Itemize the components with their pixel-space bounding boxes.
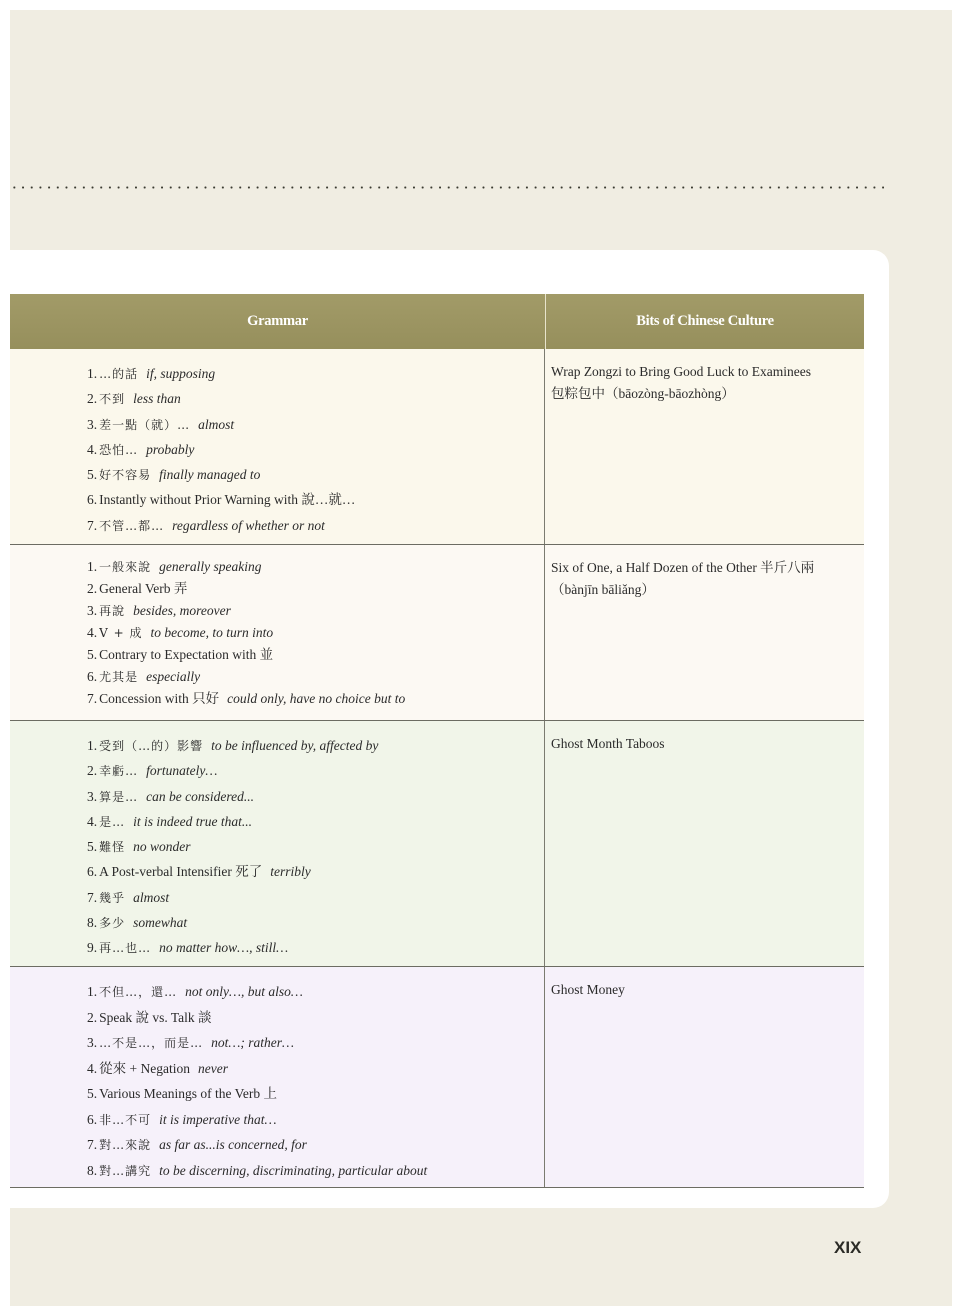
header-culture: Bits of Chinese Culture xyxy=(636,313,774,329)
grammar-item xyxy=(87,1132,544,1158)
grammar-item xyxy=(87,361,544,386)
item-number: 9. xyxy=(87,940,98,956)
item-number: 2. xyxy=(87,581,98,596)
item-number: 1. xyxy=(87,738,98,753)
grammar-item xyxy=(87,412,544,437)
grammar-item xyxy=(87,487,544,512)
item-meaning: less than xyxy=(133,391,181,407)
item-chinese: 再說 xyxy=(99,604,126,618)
grammar-item xyxy=(87,462,544,487)
item-title: Various Meanings of the Verb 上 xyxy=(99,1086,277,1101)
grammar-item xyxy=(87,1107,544,1133)
item-chinese: 尤其是 xyxy=(99,670,139,684)
grammar-item xyxy=(87,1081,544,1107)
item-number: 1. xyxy=(87,984,98,999)
item-chinese: 對…來說 xyxy=(99,1138,152,1152)
grammar-item xyxy=(87,733,544,758)
grammar-item xyxy=(87,758,544,783)
item-meaning: can be considered... xyxy=(146,788,254,804)
item-meaning: somewhat xyxy=(133,915,188,931)
item-title: A Post-verbal Intensifier 死了 xyxy=(99,864,263,880)
culture-text: （bànjīn bāliǎng） xyxy=(551,582,655,597)
item-number: 4. xyxy=(87,441,98,457)
item-number: 3. xyxy=(87,416,98,432)
item-number: 7. xyxy=(87,889,98,905)
item-meaning: fortunately… xyxy=(146,763,218,779)
item-meaning: to become, to turn into xyxy=(150,625,274,640)
culture-cell xyxy=(545,349,864,544)
item-meaning: not only…, but also… xyxy=(185,984,303,999)
item-title: Contrary to Expectation with 並 xyxy=(99,647,274,662)
item-number: 8. xyxy=(87,1162,98,1178)
item-number: 2. xyxy=(87,1009,98,1025)
item-chinese: 多少 xyxy=(99,916,126,931)
item-meaning: never xyxy=(197,1060,228,1076)
culture-text: Ghost Month Taboos xyxy=(551,736,665,751)
item-number: 6. xyxy=(87,669,98,684)
item-number: 5. xyxy=(87,647,98,662)
item-meaning: to be influenced by, affected by xyxy=(211,738,379,753)
item-number: 5. xyxy=(87,839,98,855)
grammar-item xyxy=(87,910,544,935)
table-row xyxy=(10,967,864,1188)
culture-text: Ghost Money xyxy=(551,982,625,997)
grammar-item xyxy=(87,666,544,688)
culture-cell xyxy=(545,721,864,966)
item-meaning: especially xyxy=(146,669,201,684)
item-chinese: …不是…，而是… xyxy=(99,1036,204,1050)
item-chinese: 再…也… xyxy=(99,941,152,956)
item-number: 5. xyxy=(87,1086,98,1101)
item-number: 2. xyxy=(87,763,98,779)
grammar-item xyxy=(87,688,544,710)
item-meaning: generally speaking xyxy=(159,559,262,574)
item-chinese: 差一點（就）… xyxy=(99,417,191,432)
item-number: 7. xyxy=(87,1137,98,1152)
item-chinese: 幾乎 xyxy=(99,890,126,905)
table-row xyxy=(10,545,864,721)
item-meaning: as far as...is concerned, for xyxy=(159,1137,307,1152)
table-row xyxy=(10,721,864,967)
item-title: Speak 說 vs. Talk 談 xyxy=(99,1009,212,1025)
item-title: 從來 + Negation xyxy=(99,1060,190,1076)
culture-text: 包粽包中（bāozòng-bāozhòng） xyxy=(551,386,735,401)
item-meaning: probably xyxy=(146,441,195,457)
item-number: 1. xyxy=(87,559,98,574)
grammar-item xyxy=(87,834,544,859)
item-number: 5. xyxy=(87,467,98,483)
item-chinese: …的話 xyxy=(99,367,139,381)
grammar-item xyxy=(87,935,544,960)
grammar-item xyxy=(87,979,544,1005)
item-meaning: no wonder xyxy=(133,839,191,855)
grammar-cell xyxy=(10,721,545,966)
culture-cell xyxy=(545,545,864,720)
item-meaning: it is imperative that… xyxy=(159,1111,277,1127)
table-header xyxy=(10,294,864,349)
item-number: 4. xyxy=(87,1060,98,1076)
item-meaning: could only, have no choice but to xyxy=(227,691,406,706)
grammar-cell xyxy=(10,349,545,544)
item-chinese: 恐怕… xyxy=(99,442,139,457)
grammar-item xyxy=(87,885,544,910)
grammar-item xyxy=(87,1030,544,1056)
grammar-item xyxy=(87,644,544,666)
item-number: 6. xyxy=(87,492,98,508)
grammar-item xyxy=(87,386,544,411)
table-row xyxy=(10,349,864,545)
item-number: 1. xyxy=(87,366,98,381)
item-meaning: to be discerning, discriminating, particular about xyxy=(159,1162,428,1178)
table-body xyxy=(10,349,864,1188)
item-chinese: 對…講究 xyxy=(99,1163,152,1178)
item-meaning: almost xyxy=(198,416,235,432)
item-chinese: 不但…，還… xyxy=(99,985,178,999)
item-meaning: not…; rather… xyxy=(211,1035,295,1050)
item-chinese: 難怪 xyxy=(99,840,126,855)
item-chinese: 非…不可 xyxy=(99,1112,152,1127)
culture-text: Six of One, a Half Dozen of the Other 半斤八兩 xyxy=(551,560,815,575)
culture-cell xyxy=(545,967,864,1187)
grammar-item xyxy=(87,1158,544,1184)
item-chinese: 是… xyxy=(99,814,126,829)
grammar-item xyxy=(87,859,544,884)
item-chinese: V + 成 xyxy=(99,626,143,640)
item-chinese: 受到（…的）影響 xyxy=(99,739,204,753)
item-title: Concession with 只好 xyxy=(99,691,220,706)
item-number: 7. xyxy=(87,517,98,533)
culture-text: Wrap Zongzi to Bring Good Luck to Examinees xyxy=(551,364,812,379)
item-chinese: 算是… xyxy=(99,789,139,804)
grammar-item xyxy=(87,513,544,538)
item-meaning: no matter how…, still… xyxy=(159,940,289,956)
item-meaning: if, supposing xyxy=(146,366,216,381)
item-meaning: finally managed to xyxy=(159,467,261,483)
item-meaning: it is indeed true that... xyxy=(133,813,253,829)
item-number: 7. xyxy=(87,691,98,706)
item-chinese: 一般來說 xyxy=(99,560,152,574)
grammar-cell xyxy=(10,545,545,720)
item-title: General Verb 弄 xyxy=(99,581,188,596)
item-meaning: almost xyxy=(133,889,170,905)
item-number: 3. xyxy=(87,788,98,804)
item-number: 3. xyxy=(87,603,98,618)
item-chinese: 好不容易 xyxy=(99,468,152,483)
dotted-divider xyxy=(10,186,884,189)
header-grammar: Grammar xyxy=(10,294,546,349)
item-number: 2. xyxy=(87,391,98,407)
grammar-cell xyxy=(10,967,545,1187)
item-chinese: 不到 xyxy=(99,392,126,407)
grammar-item xyxy=(87,809,544,834)
grammar-item xyxy=(87,784,544,809)
grammar-item xyxy=(87,600,544,622)
contents-table xyxy=(10,294,864,1188)
item-chinese: 不管…都… xyxy=(99,518,165,533)
grammar-item xyxy=(87,1005,544,1031)
item-number: 8. xyxy=(87,915,98,931)
item-number: 6. xyxy=(87,864,98,880)
item-number: 4. xyxy=(87,625,98,640)
grammar-item xyxy=(87,1056,544,1082)
grammar-item xyxy=(87,437,544,462)
item-meaning: terribly xyxy=(270,864,311,880)
grammar-item xyxy=(87,556,544,578)
item-title: Instantly without Prior Warning with 說…就… xyxy=(99,492,356,508)
item-meaning: regardless of whether or not xyxy=(172,517,325,533)
item-number: 6. xyxy=(87,1111,98,1127)
item-chinese: 幸虧… xyxy=(99,764,139,779)
grammar-item xyxy=(87,622,544,644)
grammar-item xyxy=(87,578,544,600)
item-number: 3. xyxy=(87,1035,98,1050)
item-number: 4. xyxy=(87,813,98,829)
item-meaning: besides, moreover xyxy=(133,603,231,618)
page-number: XIX xyxy=(834,1238,862,1257)
